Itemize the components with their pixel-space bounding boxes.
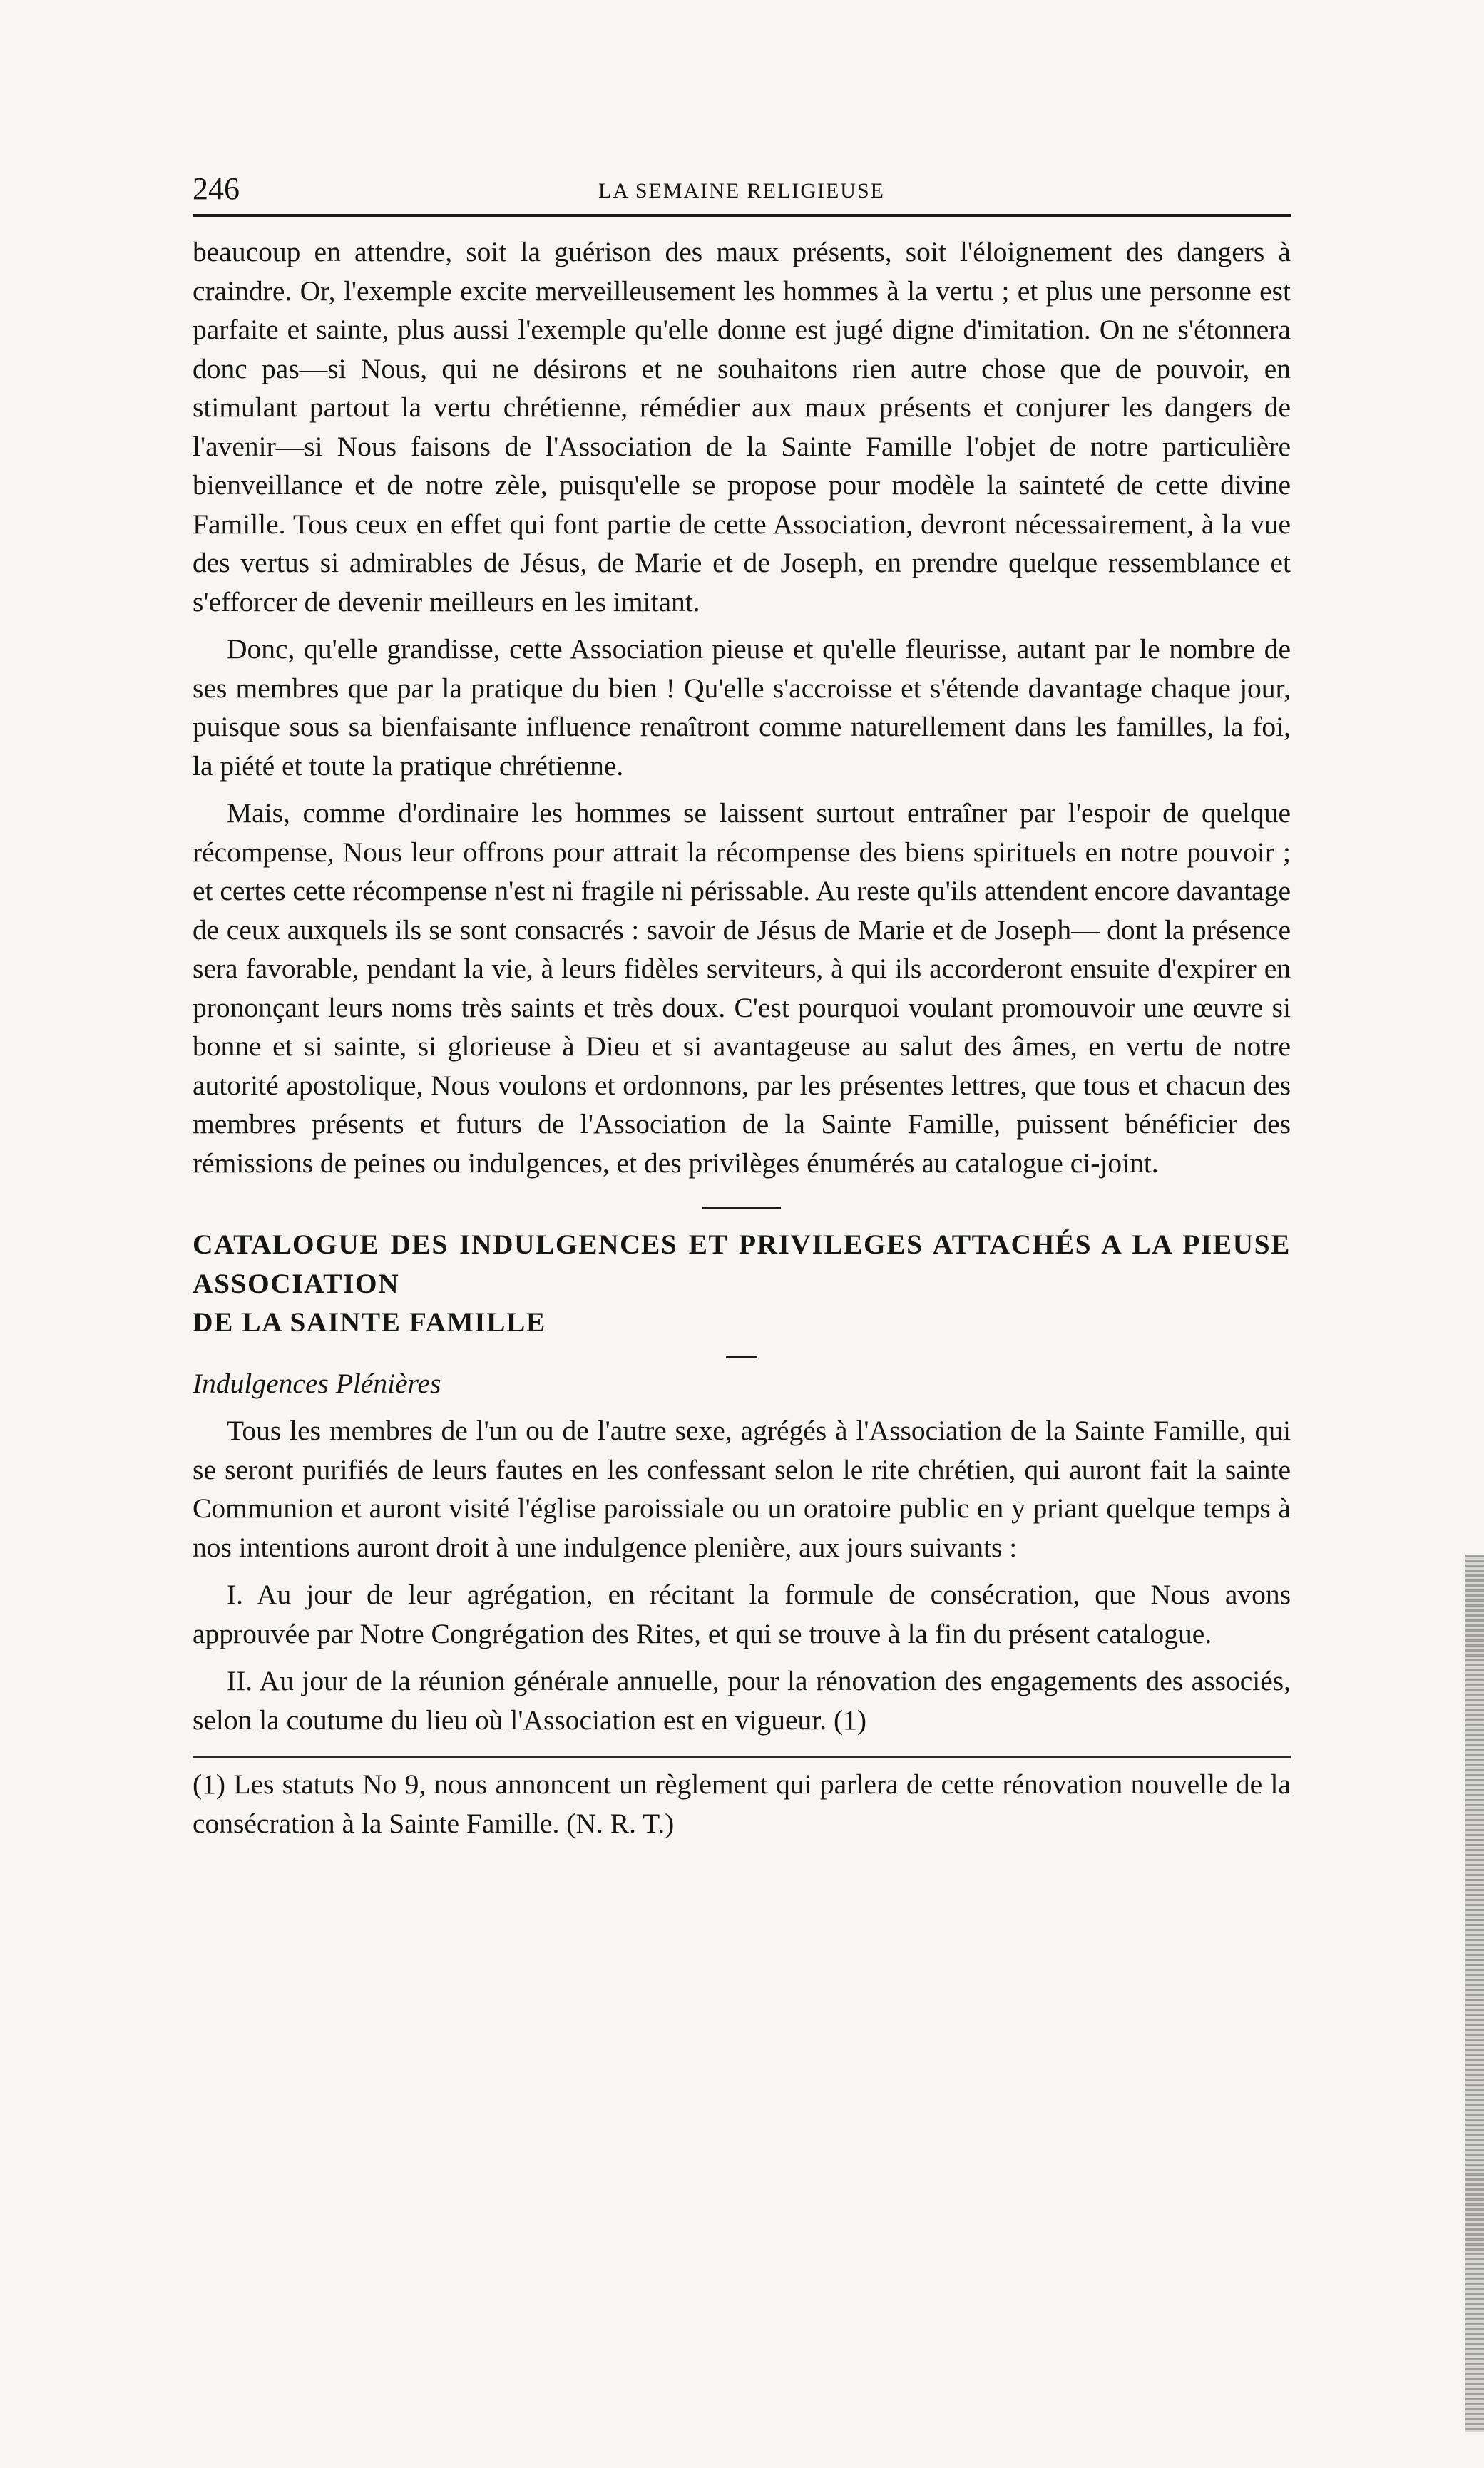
scan-edge-mark (1465, 1555, 1484, 2432)
indulgence-item: I. Au jour de leur agrégation, en récitant la formule de consécration, que Nous avons approuvée par Notre Congrégation des Rites, et qui se trouve à la fin du présent catalogue. (193, 1579, 1291, 1649)
page-header (193, 171, 1291, 217)
running-head: LA SEMAINE RELIGIEUSE (598, 179, 885, 203)
title-divider (726, 1356, 757, 1358)
paragraph: Donc, qu'elle grandisse, cette Association pieuse et qu'elle fleurisse, autant par le nombre de ses membres que par la pratique du bien ! Qu'elle s'accroisse et s'étende davantage chaque jour, puisque sous sa bienfaisante influence renaîtront comme naturellement dans les familles, la foi, la piété et toute la pratique chrétienne. (193, 633, 1291, 782)
catalogue-title-line1: CATALOGUE DES INDULGENCES ET PRIVILEGES ATTACHÉS A LA PIEUSE ASSOCIATION (193, 1229, 1291, 1299)
catalogue-title-line2: DE LA SAINTE FAMILLE (193, 1306, 546, 1338)
document-page (193, 171, 1291, 1843)
page-number: 246 (193, 171, 240, 206)
indulgence-item: II. Au jour de la réunion générale annuelle, pour la rénovation des engagements des associés, selon la coutume du lieu où l'Association est en vigueur. (1) (193, 1665, 1291, 1736)
body-text (193, 232, 1291, 1843)
paragraph: Mais, comme d'ordinaire les hommes se laissent surtout entraîner par l'espoir de quelque récompense, Nous leur offrons pour attrait la récompense des biens spirituels en notre pouvoir ; et certes cette récompense n'est ni fragile ni périssable. Au reste qu'ils attendent encore davantage de ceux auxquels ils se sont consacrés : savoir de Jésus de Marie et de Joseph— dont la présence sera favorable, pendant la vie, à leurs fidèles serviteurs, à qui ils accorderont ensuite d'expirer en prononçant leurs noms très saints et très doux. C'est pourquoi voulant promouvoir une œuvre si bonne et si sainte, si glorieuse à Dieu et si avantageuse au salut des âmes, en vertu de notre autorité apostolique, Nous voulons et ordonnons, par les présentes lettres, que tous et chacun des membres présents et futurs de l'Association de la Sainte Famille, puissent bénéficier des rémissions de peines ou indulgences, et des privilèges énumérés au catalogue ci-joint. (193, 797, 1291, 1179)
section-title: Indulgences Plénières (193, 1367, 441, 1399)
footnote-divider (193, 1756, 1291, 1758)
catalogue-intro: Tous les membres de l'un ou de l'autre sexe, agrégés à l'Association de la Sainte Famille, qui se seront purifiés de leurs fautes en les confessant selon le rite chrétien, qui auront fait la sainte Communion et auront visité l'église paroissiale ou un oratoire public en y priant quelque temps à nos intentions auront droit à une indulgence plenière, aux jours suivants : (193, 1415, 1291, 1563)
paragraph-continuation: beaucoup en attendre, soit la guérison des maux présents, soit l'éloignement des dangers à craindre. Or, l'exemple excite merveilleusement les hommes à la vertu ; et plus une personne est parfaite et sainte, plus aussi l'exemple qu'elle donne est jugé digne d'imitation. On ne s'étonnera donc pas—si Nous, qui ne désirons et ne souhaitons rien autre chose que de pouvoir, en stimulant partout la vertu chrétienne, rémédier aux maux présents et conjurer les dangers de l'avenir—si Nous faisons de l'Association de la Sainte Famille l'objet de notre particulière bienveillance et de notre zèle, puisqu'elle se propose pour modèle la sainteté de cette divine Famille. Tous ceux en effet qui font partie de cette Association, devront nécessairement, à la vue des vertus si admirables de Jésus, de Marie et de Joseph, en prendre quelque ressemblance et s'efforcer de devenir meilleurs en les imitant. (193, 236, 1291, 618)
footnote: (1) Les statuts No 9, nous annoncent un règlement qui parlera de cette rénovation nouvelle de la consécration à la Sainte Famille. (N. R. T.) (193, 1768, 1291, 1839)
section-divider (702, 1207, 781, 1209)
